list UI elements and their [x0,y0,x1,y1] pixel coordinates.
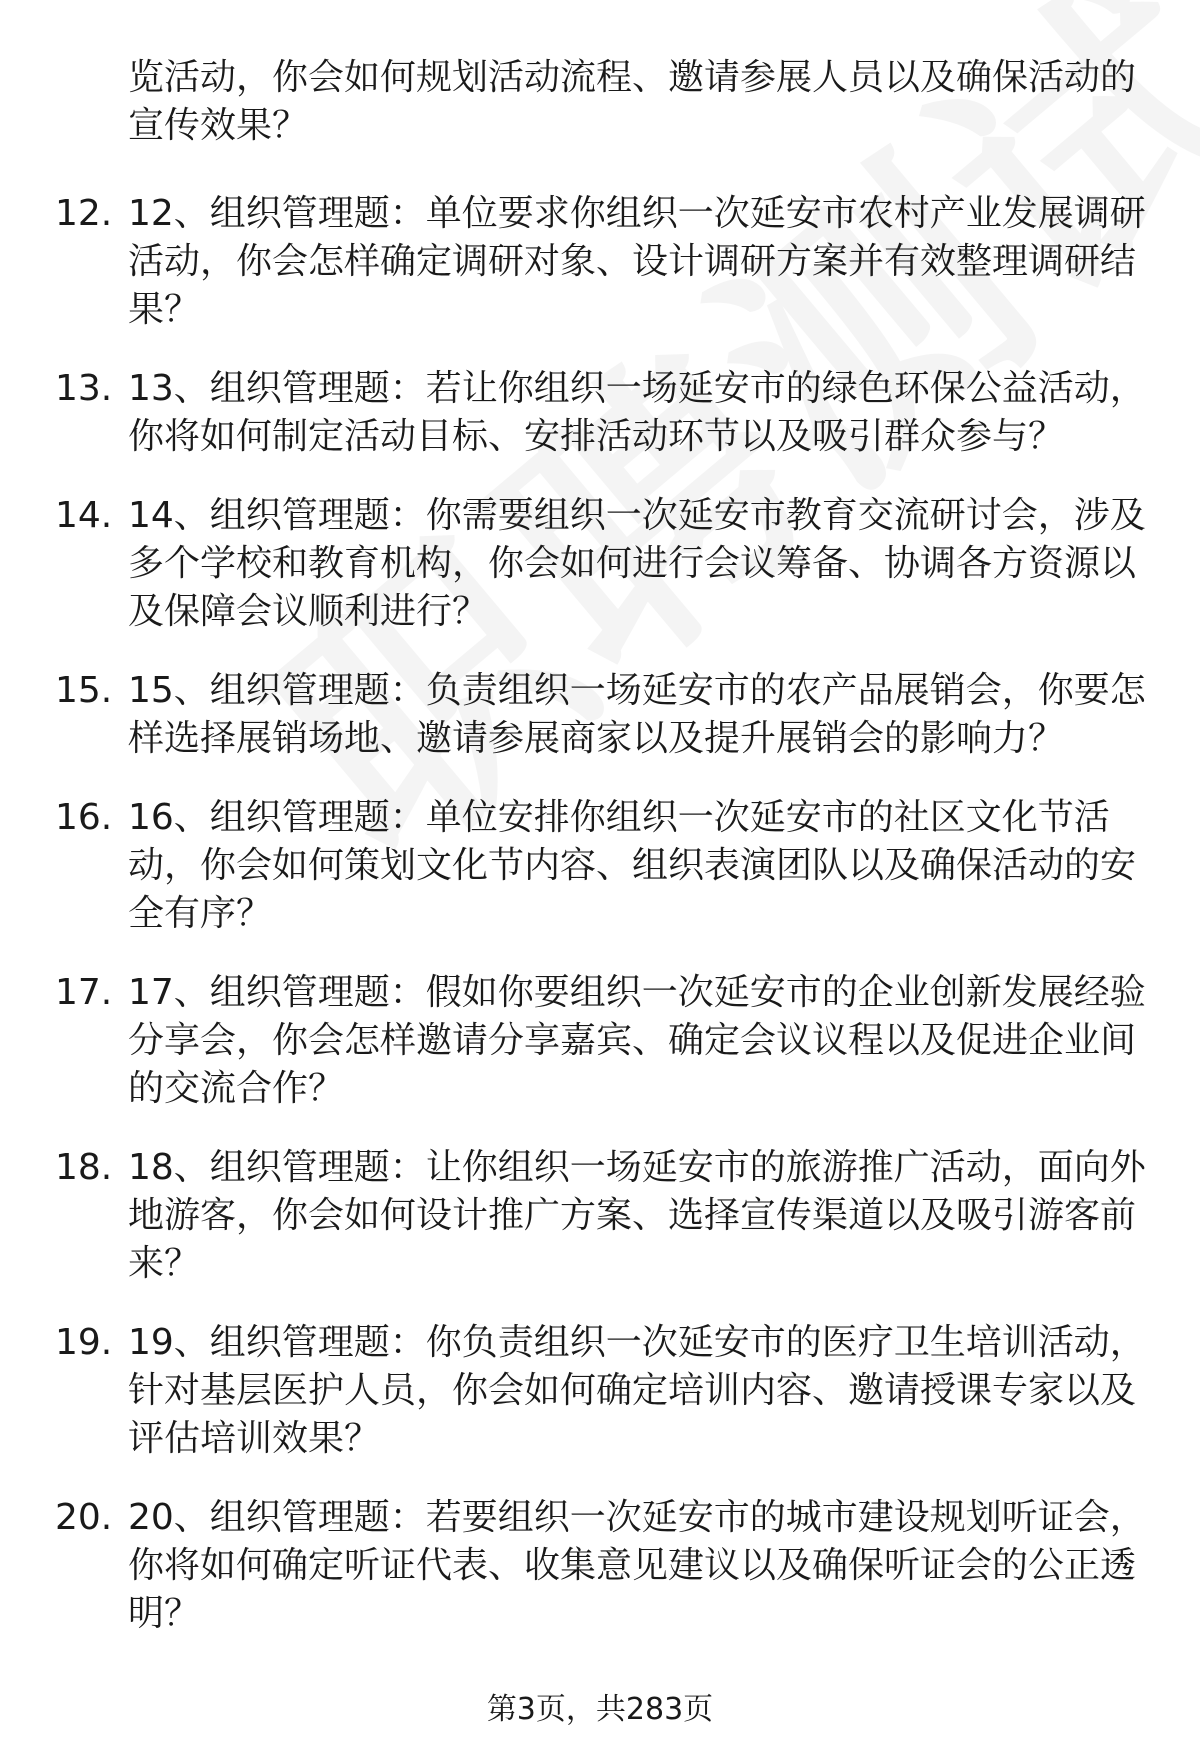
question-number: 20. [55,1497,113,1538]
list-item [0,1144,1200,1288]
question-text: 15、组织管理题：负责组织一场延安市的农产品展销会，你要怎样选择展销场地、邀请参展商家以及提升展销会的影响力？ [128,670,1146,759]
question-text: 14、组织管理题：你需要组织一次延安市教育交流研讨会，涉及多个学校和教育机构，你会如何进行会议筹备、协调各方资源以及保障会议顺利进行？ [128,495,1146,632]
question-number: 19. [55,1322,113,1363]
list-item [0,190,1200,334]
list-item [0,365,1200,461]
list-item [0,492,1200,636]
question-number: 14. [55,495,113,536]
question-text: 19、组织管理题：你负责组织一次延安市的医疗卫生培训活动，针对基层医护人员，你会如何确定培训内容、邀请授课专家以及评估培训效果？ [128,1322,1146,1459]
question-continuation: 览活动，你会如何规划活动流程、邀请参展人员以及确保活动的宣传效果？ [128,57,1137,146]
question-text: 18、组织管理题：让你组织一场延安市的旅游推广活动，面向外地游客，你会如何设计推广方案、选择宣传渠道以及吸引游客前来？ [128,1147,1146,1284]
question-number: 17. [55,972,113,1013]
question-text: 16、组织管理题：单位安排你组织一次延安市的社区文化节活动，你会如何策划文化节内容、组织表演团队以及确保活动的安全有序？ [128,797,1137,934]
question-text: 12、组织管理题：单位要求你组织一次延安市农村产业发展调研活动，你会怎样确定调研对象、设计调研方案并有效整理调研结果？ [128,193,1146,330]
list-item [0,1494,1200,1638]
question-number: 16. [55,797,113,838]
question-text: 17、组织管理题：假如你要组织一次延安市的企业创新发展经验分享会，你会怎样邀请分享嘉宾、确定会议议程以及促进企业间的交流合作？ [128,972,1146,1109]
list-item [0,667,1200,763]
question-list [0,190,1200,1669]
list-item [0,1319,1200,1463]
page-footer: 第3页，共283页 [486,1692,714,1727]
question-number: 12. [55,193,113,234]
question-number: 13. [55,368,113,409]
question-number: 15. [55,670,113,711]
question-text: 13、组织管理题：若让你组织一场延安市的绿色环保公益活动，你将如何制定活动目标、安排活动环节以及吸引群众参与？ [128,368,1146,457]
question-text: 20、组织管理题：若要组织一次延安市的城市建设规划听证会，你将如何确定听证代表、收集意见建议以及确保听证会的公正透明？ [128,1497,1146,1634]
question-number: 18. [55,1147,113,1188]
list-item [0,794,1200,938]
list-item [0,969,1200,1113]
